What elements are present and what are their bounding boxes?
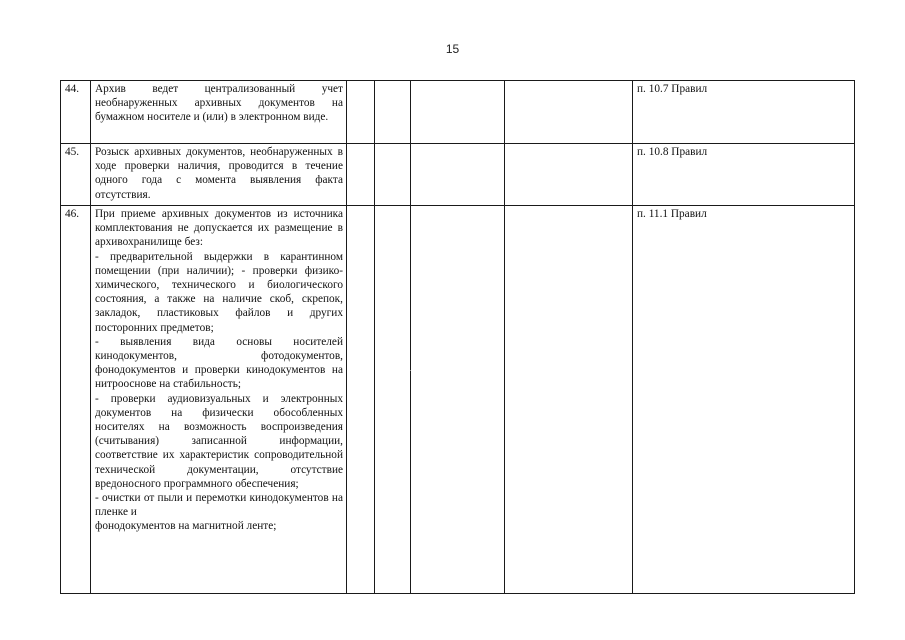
requirement-text: [91, 144, 347, 206]
empty-cell: [347, 81, 375, 144]
empty-cell: [375, 81, 411, 144]
paragraph: - очистки от пыли и перемотки кинодокументов на пленке и: [95, 492, 343, 519]
paragraph: фонодокументов на магнитной ленте;: [95, 520, 277, 533]
paragraph: - проверки аудиовизуальных и электронных документов на физически обособленных носителях на возможность воспроизведения (считывания) записанной информации, соответствие их характеристик сопроводительной технической документации, отсутствие вредоносного программного обеспечения;: [95, 392, 343, 490]
paragraph: Розыск архивных документов, необнаруженных в ходе проверки наличия, проводится в течение одного года с момента выявления факта отсутствия.: [95, 146, 343, 201]
scan-speck: [410, 370, 411, 371]
requirements-table: [60, 80, 855, 594]
table-row: [61, 144, 855, 206]
row-number: 46.: [61, 206, 91, 594]
empty-cell: [375, 144, 411, 206]
legal-reference: п. 10.7 Правил: [633, 81, 855, 144]
empty-cell: [347, 206, 375, 594]
legal-reference: п. 11.1 Правил: [633, 206, 855, 594]
empty-cell: [411, 81, 505, 144]
requirement-text: [91, 206, 347, 594]
page-number: 15: [445, 42, 460, 56]
empty-cell: [347, 144, 375, 206]
empty-cell: [411, 206, 505, 594]
legal-reference: п. 10.8 Правил: [633, 144, 855, 206]
table-row: [61, 81, 855, 144]
empty-cell: [505, 144, 633, 206]
paragraph: При приеме архивных документов из источника комплектования не допускается их размещение в архивохранилище без:: [95, 208, 343, 249]
row-number: 45.: [61, 144, 91, 206]
empty-cell: [411, 144, 505, 206]
row-number: 44.: [61, 81, 91, 144]
table-row: [61, 206, 855, 594]
empty-cell: [375, 206, 411, 594]
paragraph: Архив ведет централизованный учет необнаруженных архивных документов на бумажном носителе и (или) в электронном виде.: [95, 83, 343, 124]
requirement-text: [91, 81, 347, 144]
empty-cell: [505, 206, 633, 594]
paragraph: - выявления вида основы носителей кинодокументов, фотодокументов, фонодокументов и проверки кинодокументов на нитрооснове на стабильность;: [95, 335, 343, 391]
empty-cell: [505, 81, 633, 144]
paragraph: - предварительной выдержки в карантинном помещении (при наличии); - проверки физико-химического, технического и биологического состояния, а также на наличие скоб, скрепок, закладок, пластиковых файлов и других посторонних предметов;: [95, 250, 343, 334]
